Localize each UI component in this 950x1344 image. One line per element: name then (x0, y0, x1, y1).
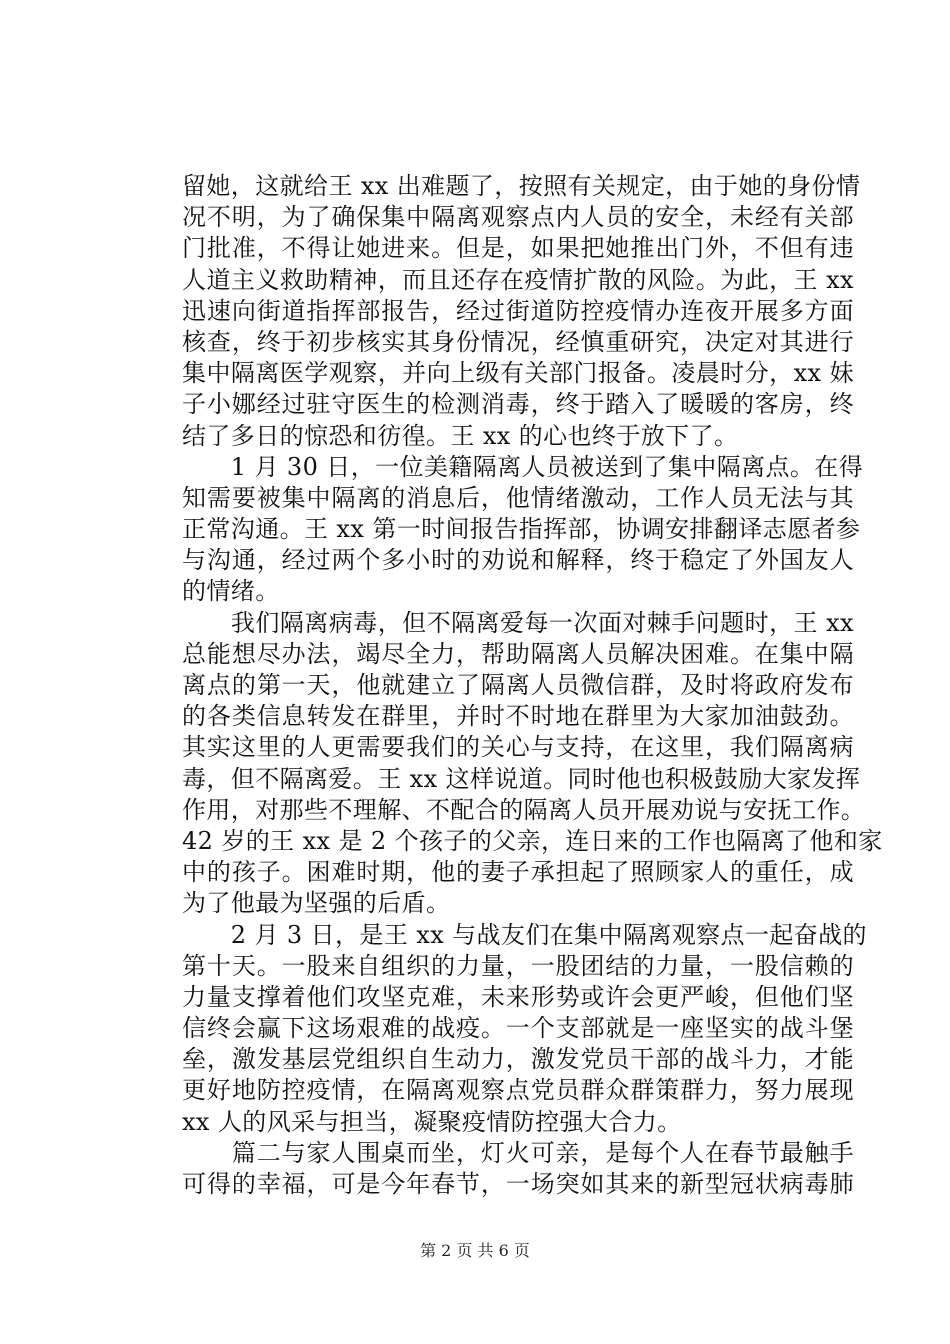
text-line: 留她，这就给王 xx 出难题了，按照有关规定，由于她的身份情 (182, 172, 861, 200)
text-line: 2 月 3 日，是王 xx 与战友们在集中隔离观察点一起奋战的 (182, 920, 867, 949)
text-line: 与沟通，经过两个多小时的劝说和解释，终于稳定了外国友人 (182, 546, 854, 575)
text-line: 结了多日的惊恐和彷徨。王 xx 的心也终于放下了。 (182, 421, 739, 450)
text-line: 总能想尽办法，竭尽全力，帮助隔离人员解决困难。在集中隔 (182, 639, 854, 668)
body-text (182, 171, 883, 1200)
text-line: 42 岁的王 xx 是 2 个孩子的父亲，连日来的工作也隔离了他和家 (182, 826, 883, 855)
text-line: 垒，激发基层党组织自生动力，激发党员干部的战斗力，才能 (182, 1045, 854, 1074)
page-footer: 第 2 页 共 6 页 (420, 1241, 530, 1260)
text-line: 可得的幸福，可是今年春节，一场突如其来的新型冠状病毒肺 (182, 1170, 854, 1198)
text-line: 的各类信息转发在群里，并时不时地在群里为大家加油鼓劲。 (182, 702, 854, 731)
text-line: xx 人的风采与担当，凝聚疫情防控强大合力。 (182, 1107, 682, 1136)
text-line: 离点的第一天，他就建立了隔离人员微信群，及时将政府发布 (182, 671, 854, 699)
text-line: 知需要被集中隔离的消息后，他情绪激动，工作人员无法与其 (182, 483, 854, 512)
text-line: 子小娜经过驻守医生的检测消毒，终于踏入了暖暖的客房，终 (182, 390, 854, 419)
text-line: 篇二与家人围桌而坐，灯火可亲，是每个人在春节最触手 (182, 1138, 854, 1167)
text-line: 信终会赢下这场艰难的战疫。一个支部就是一座坚实的战斗堡 (182, 1014, 854, 1043)
text-line: 毒，但不隔离爱。王 xx 这样说道。同时他也积极鼓励大家发挥 (182, 764, 861, 793)
text-line: 中的孩子。困难时期，他的妻子承担起了照顾家人的重任，成 (182, 858, 854, 887)
text-line: 集中隔离医学观察，并向上级有关部门报备。凌晨时分，xx 妹 (182, 359, 854, 388)
text-line: 的情绪。 (182, 577, 280, 606)
text-line: 1 月 30 日，一位美籍隔离人员被送到了集中隔离点。在得 (182, 452, 864, 481)
text-line: 迅速向街道指挥部报告，经过街道防控疫情办连夜开展多方面 (182, 296, 854, 325)
text-line: 人道主义救助精神，而且还存在疫情扩散的风险。为此，王 xx (182, 265, 854, 294)
text-line: 第十天。一股来自组织的力量，一股团结的力量，一股信赖的 (182, 951, 854, 980)
text-line: 作用，对那些不理解、不配合的隔离人员开展劝说与安抚工作。 (182, 795, 866, 824)
text-line: 门批准，不得让她进来。但是，如果把她推出门外，不但有违 (182, 234, 854, 263)
text-line: 我们隔离病毒，但不隔离爱每一次面对棘手问题时，王 xx (182, 608, 854, 637)
text-line: 力量支撑着他们攻坚克难，未来形势或许会更严峻，但他们坚 (182, 982, 854, 1011)
text-line: 正常沟通。王 xx 第一时间报告指挥部，协调安排翻译志愿者参 (182, 515, 861, 544)
text-line: 况不明，为了确保集中隔离观察点内人员的安全，未经有关部 (182, 203, 854, 232)
text-line: 为了他最为坚强的后盾。 (182, 889, 451, 918)
text-line: 其实这里的人更需要我们的关心与支持，在这里，我们隔离病 (182, 733, 854, 762)
text-line: 更好地防控疫情，在隔离观察点党员群众群策群力，努力展现 (182, 1076, 854, 1105)
text-line: 核查，终于初步核实其身份情况，经慎重研究，决定对其进行 (182, 327, 854, 356)
